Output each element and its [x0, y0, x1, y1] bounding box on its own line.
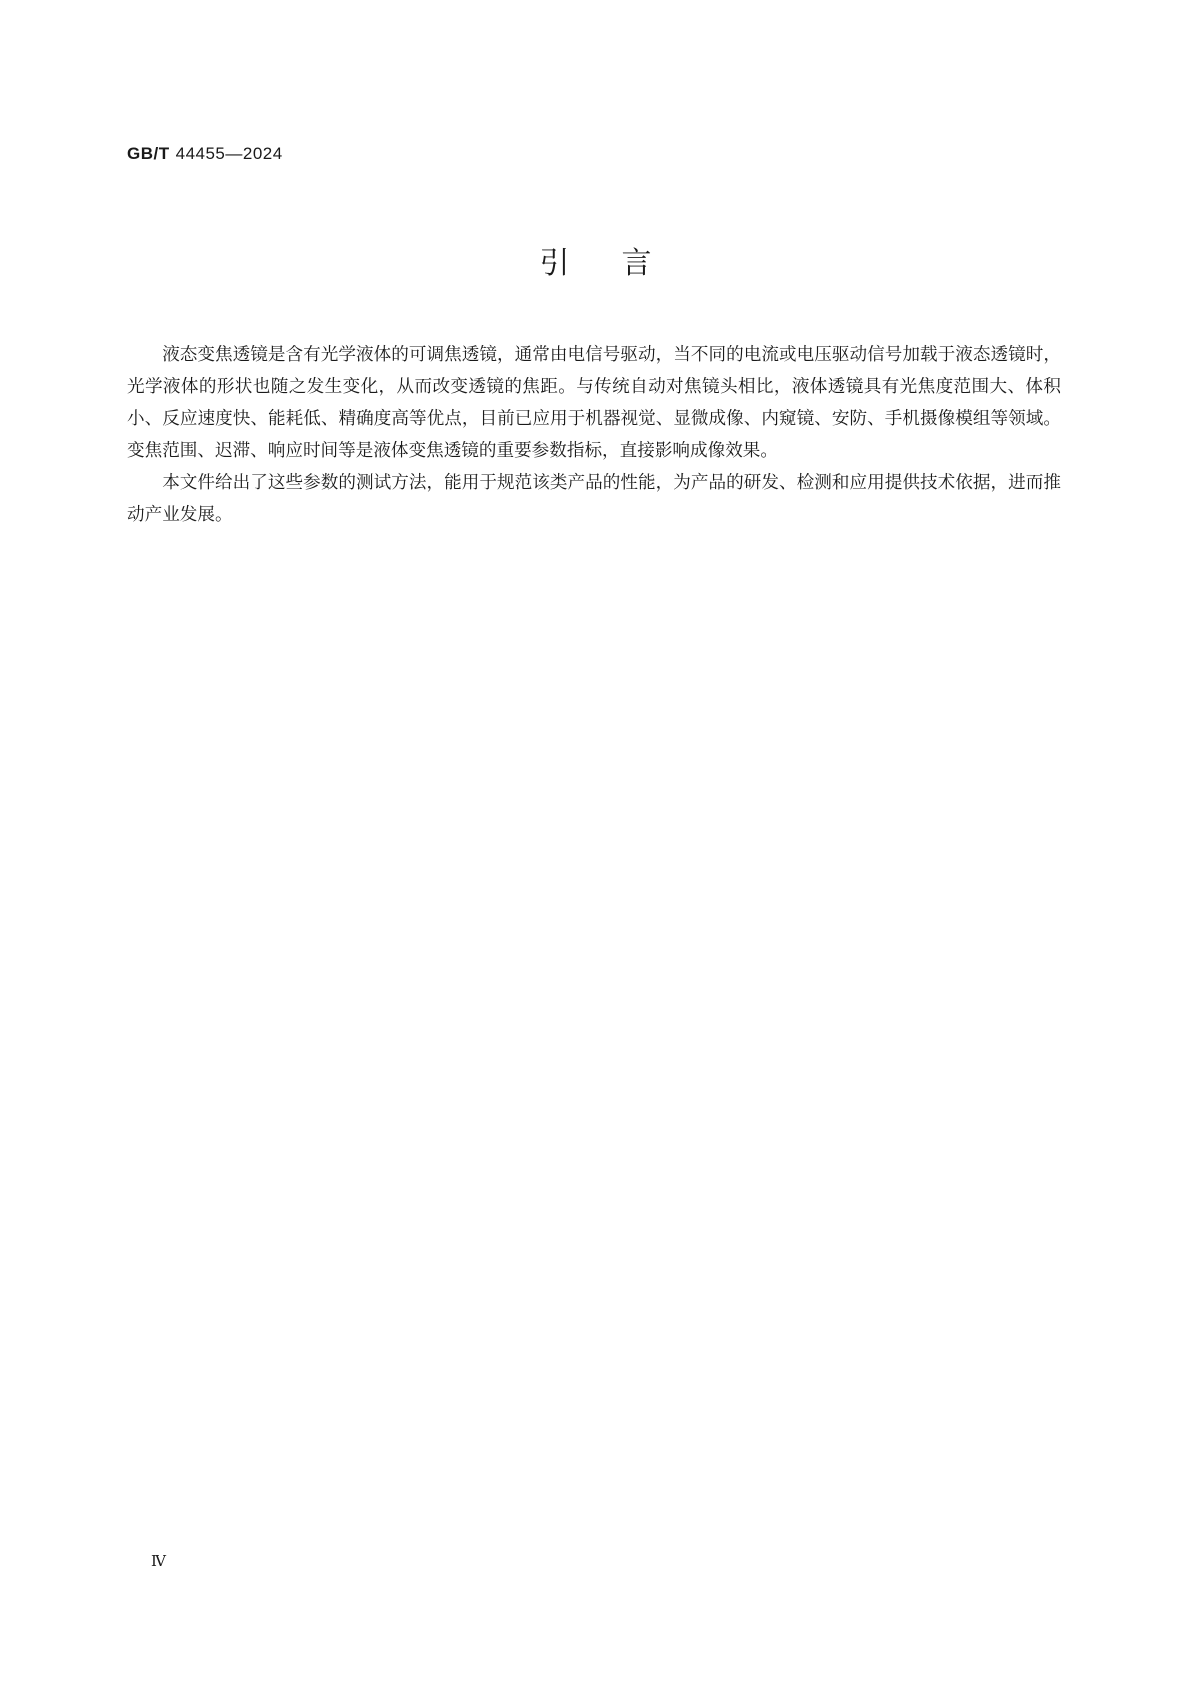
body-text	[127, 339, 1061, 531]
page-number: Ⅳ	[151, 1552, 166, 1570]
paragraph-2: 本文件给出了这些参数的测试方法，能用于规范该类产品的性能，为产品的研发、检测和应用提供技术依据，进而推动产业发展。	[127, 473, 1061, 525]
standard-prefix: GB/T	[127, 144, 170, 163]
standard-number: 44455—2024	[175, 144, 283, 163]
standard-code	[127, 143, 283, 165]
section-title: 引言	[539, 246, 704, 281]
paragraph-1: 液态变焦透镜是含有光学液体的可调焦透镜，通常由电信号驱动，当不同的电流或电压驱动信号加载于液态透镜时，光学液体的形状也随之发生变化，从而改变透镜的焦距。与传统自动对焦镜头相比，液体透镜具有光焦度范围大、体积小、反应速度快、能耗低、精确度高等优点，目前已应用于机器视觉、显微成像、内窥镜、安防、手机摄像模组等领域。变焦范围、迟滞、响应时间等是液体变焦透镜的重要参数指标，直接影响成像效果。	[127, 345, 1061, 461]
